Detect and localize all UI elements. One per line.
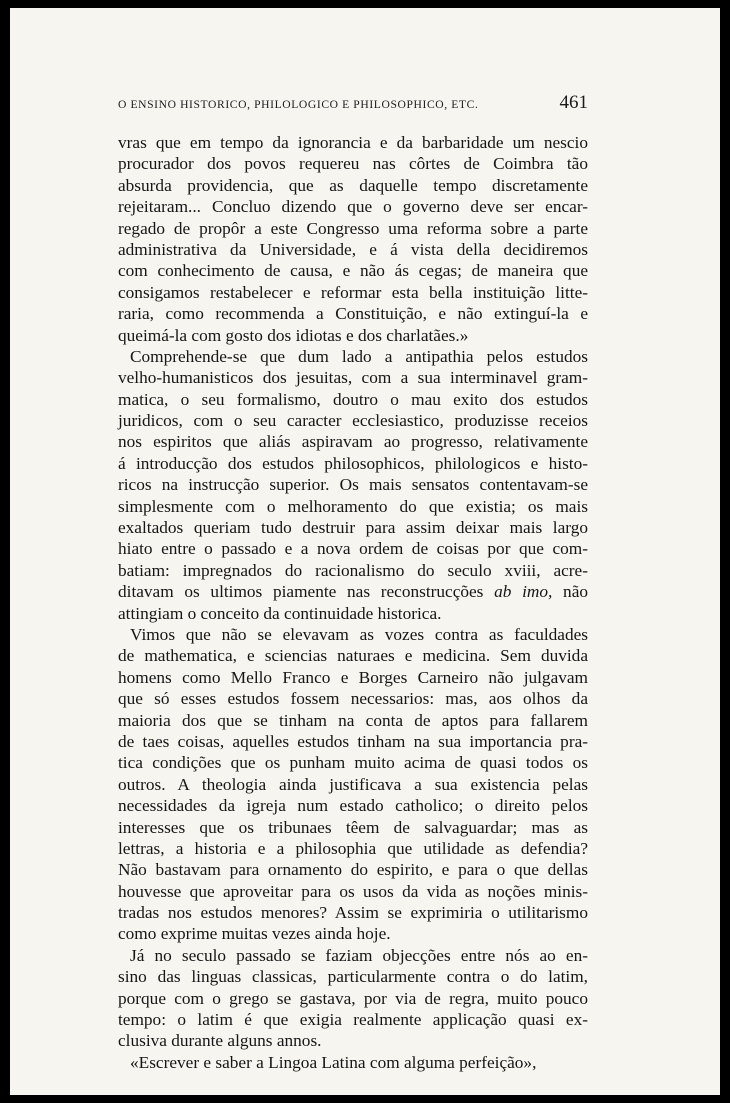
text-line: porque com o grego se gastava, por via de regra, muito pouco — [118, 988, 588, 1008]
text-line: de taes coisas, aquelles estudos tinham na sua importancia pra- — [118, 731, 588, 751]
text-line: houvesse que aproveitar para os usos da vida as noções minis- — [118, 881, 588, 901]
text-line: nos espiritos que aliás aspiravam ao progresso, relativamente — [118, 432, 588, 452]
text-line: regado de propôr a este Congresso uma reforma sobre a parte — [118, 218, 588, 238]
text-line: que só esses estudos fossem necessarios: mas, aos olhos da — [118, 689, 588, 709]
text-line: hiato entre o passado e a nova ordem de coisas por que com- — [118, 539, 588, 559]
page-header — [118, 92, 588, 114]
text-line: velho-humanisticos dos jesuitas, com a sua interminavel gram- — [118, 368, 588, 388]
text-line: exaltados queriam tudo destruir para assim deixar mais largo — [118, 518, 588, 538]
text-line: maioria dos que se tinham na conta de aptos para fallarem — [118, 710, 588, 730]
text-line: sino das linguas classicas, particularmente contra o do latim, — [118, 967, 588, 987]
text-line: attingiam o conceito da continuidade historica. — [118, 603, 442, 623]
text-line: rejeitaram... Concluo dizendo que o governo deve ser encar- — [118, 197, 588, 217]
text-line: simplesmente com o melhoramento do que existia; os mais — [118, 496, 588, 516]
italic-phrase: ab imo, — [494, 582, 553, 602]
text-line: matica, o seu formalismo, doutro o mau exito dos estudos — [118, 389, 588, 409]
text-line: Comprehende-se que dum lado a antipathia pelos estudos — [130, 346, 588, 366]
text-line: Vimos que não se elevavam as vozes contra as faculdades — [130, 624, 588, 644]
text-line: raria, como recommenda a Constituição, e não extinguí-la e — [118, 304, 588, 324]
running-head: O ENSINO HISTORICO, PHILOLOGICO E PHILOSOPHICO, ETC. — [118, 98, 479, 111]
text-line: «Escrever e saber a Lingoa Latina com alguma perfeição», — [130, 1052, 537, 1072]
body-text — [118, 132, 588, 1073]
text-line: tradas nos estudos menores? Assim se exprimiria o utilitarismo — [118, 903, 588, 923]
text-line-with-italic — [118, 581, 588, 602]
text-line: homens como Mello Franco e Borges Carneiro não julgavam — [118, 667, 588, 687]
text-line: necessidades da igreja num estado catholico; o direito pelos — [118, 796, 588, 816]
text-line: como exprime muitas vezes ainda hoje. — [118, 924, 391, 944]
text-line: procurador dos povos requereu nas côrtes de Coimbra tão — [118, 154, 588, 174]
text-line: tica condições que os punham muito acima de quasi todos os — [118, 753, 588, 773]
text-line: tempo: o latim é que exigia realmente applicação quasi ex- — [118, 1010, 588, 1030]
text-line: de mathematica, e sciencias naturaes e medicina. Sem duvida — [118, 646, 588, 666]
text-line: lettras, a historia e a philosophia que utilidade as defendia? — [118, 838, 588, 858]
book-page — [10, 8, 720, 1095]
text-line: á introducção dos estudos philosophicos, philologicos e histo- — [118, 453, 588, 473]
text-line: clusiva durante alguns annos. — [118, 1031, 322, 1051]
text-line: outros. A theologia ainda justificava a sua existencia pelas — [118, 774, 588, 794]
text-segment: não — [563, 582, 588, 602]
text-line: Já no seculo passado se faziam objecções entre nós ao en- — [130, 945, 588, 965]
text-line: com conhecimento de causa, e não ás cegas; de maneira que — [118, 261, 588, 281]
text-line: administrativa da Universidade, e á vista della decidiremos — [118, 239, 588, 259]
text-line: Não bastavam para ornamento do espirito, e para o que dellas — [118, 860, 588, 880]
page-number: 461 — [559, 92, 588, 113]
text-line: batiam: impregnados do racionalismo do seculo xviii, acre- — [118, 560, 588, 580]
text-segment: ditavam os ultimos piamente nas reconstrucções — [118, 582, 484, 602]
text-line: absurda providencia, que as daquelle tempo discretamente — [118, 175, 588, 195]
text-line: interesses que os tribunaes têem de salvaguardar; mas as — [118, 817, 588, 837]
text-line: vras que em tempo da ignorancia e da barbaridade um nescio — [118, 133, 588, 152]
text-line: juridicos, com o seu caracter ecclesiastico, produzisse receios — [118, 411, 588, 431]
text-line: consigamos restabelecer e reformar esta bella instituição litte- — [118, 282, 588, 302]
text-line: queimá-la com gosto dos idiotas e dos charlatães.» — [118, 325, 469, 345]
text-line: ricos na instrucção superior. Os mais sensatos contentavam-se — [118, 475, 588, 495]
